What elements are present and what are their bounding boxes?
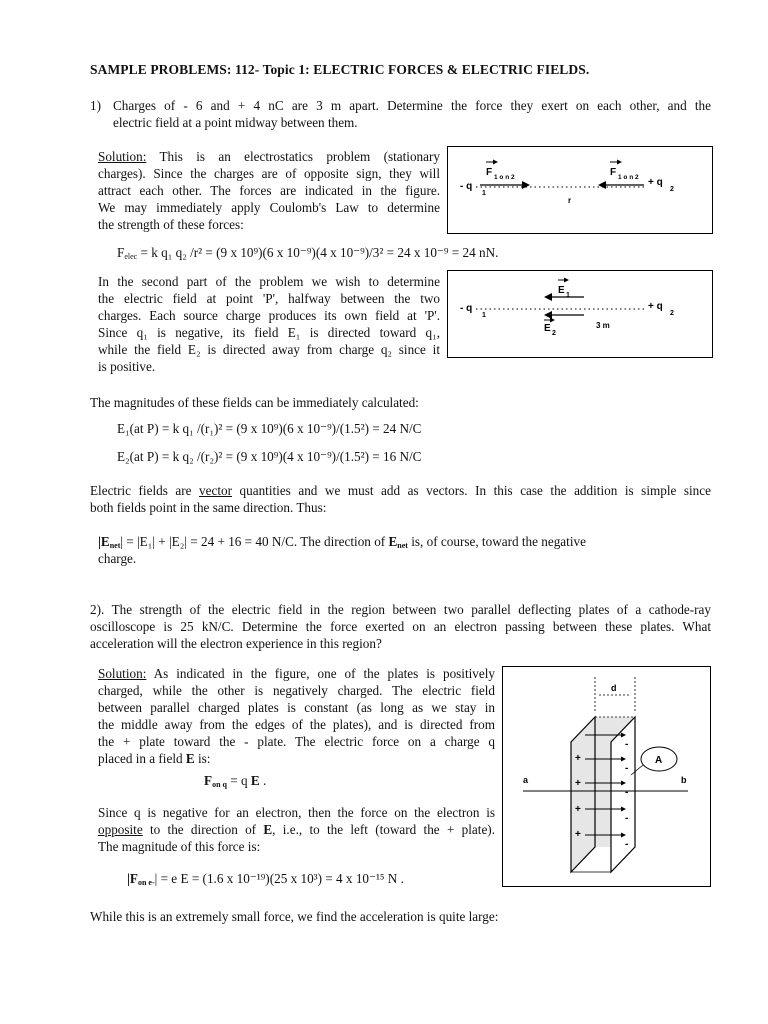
net-field-equation <box>98 533 711 567</box>
field-e2-subscript: 2 <box>552 330 556 337</box>
electron-direction-paragraph <box>98 804 495 855</box>
net-middle: | = |E₁| + |E₂| = 24 + 16 = 40 N/C. The direction of <box>120 534 389 549</box>
force-right-subscript: 1 o n 2 <box>618 174 639 181</box>
minus-sign: - <box>625 839 629 850</box>
fig2-q1-label: - q <box>460 303 473 314</box>
force-right-label: F <box>610 167 617 178</box>
net-E-bold: E <box>388 534 398 549</box>
vector-line-1b: quantities and we must add as vectors. In this case the addition is simple since <box>231 483 711 498</box>
point-a-label: a <box>523 775 529 785</box>
e2-equation: E₂(at P) = k q₂ /(r₂)² = (9 x 10⁹)(4 x 10⁻⁹)/(1.5²) = 16 N/C <box>117 449 422 464</box>
electron-line-3: The magnitude of this force is: <box>98 839 261 854</box>
minus-sign: - <box>625 787 629 798</box>
force-E: E <box>250 773 260 788</box>
p2-solution-line-1: As indicated in the figure, one of the plates is positively <box>146 666 495 681</box>
electron-line-2b: , i.e., to the left (toward the + plate). <box>272 822 495 837</box>
problem-1-part-2 <box>98 273 440 375</box>
net-abs-open: |E <box>98 534 110 549</box>
fig2-q1-subscript: 1 <box>482 312 486 319</box>
fe-rhs: | = e E = (1.6 x 10⁻¹⁹)(25 x 10³) = 4 x 10⁻¹⁵ N . <box>154 871 404 886</box>
vector-line-1a: Electric fields are <box>90 483 200 498</box>
distance-3m-label: 3 m <box>596 321 610 330</box>
coulomb-force-figure <box>447 146 713 234</box>
minus-sign: - <box>625 813 629 824</box>
plus-sign: + <box>575 804 581 815</box>
page-title: SAMPLE PROBLEMS: 112- Topic 1: ELECTRIC FORCES & ELECTRIC FIELDS. <box>90 62 590 77</box>
vector-underlined: vector <box>199 483 232 498</box>
electron-line-2a: to the direction of <box>142 822 264 837</box>
net-sub-2: net <box>397 541 408 550</box>
solution-line-2: charges). Since the charges are of opposite sign, they will <box>98 166 440 181</box>
magnitudes-intro: The magnitudes of these fields can be immediately calculated: <box>90 395 419 410</box>
part2-line-6: is positive. <box>98 359 156 374</box>
part2-line-2: the electric field at point 'P', halfway between the two <box>98 291 440 306</box>
force-on-electron-equation <box>127 870 404 887</box>
problem-1-number: 1) <box>90 98 101 113</box>
problem-2-solution <box>98 665 495 767</box>
p2-solution-line-6c: is: <box>194 751 211 766</box>
plus-sign: + <box>575 829 581 840</box>
solution-line-1: This is an electrostatics problem (stationary <box>146 149 440 164</box>
charge-q1-label: - q <box>460 181 473 192</box>
coulomb-sub: elec <box>124 252 138 261</box>
electron-E: E <box>263 822 273 837</box>
electron-opposite: opposite <box>98 822 143 837</box>
charge-q1-subscript: 1 <box>482 190 486 197</box>
force-on-q-equation <box>204 772 266 789</box>
problem-1-question-line-1: Charges of - 6 and + 4 nC are 3 m apart. Determine the force they exert on each other, and the <box>113 98 711 113</box>
electric-field-figure <box>447 270 713 358</box>
force-left-label: F <box>486 167 493 178</box>
problem-1-solution <box>98 148 440 233</box>
coulomb-lhs: F <box>117 245 125 260</box>
problem-2-line-3: acceleration will the electron experience in this region? <box>90 636 382 651</box>
field-e2-label: E <box>544 323 551 334</box>
parallel-plates-figure <box>502 666 711 887</box>
problem-2-question <box>90 601 711 652</box>
problem-1-question-line-2: electric field at a point midway between them. <box>113 115 358 130</box>
force-F: F <box>204 773 213 788</box>
point-b-label: b <box>681 775 687 785</box>
p2-solution-E: E <box>185 751 195 766</box>
e1-equation: E₁(at P) = k q₁ /(r₁)² = (9 x 10⁹)(6 x 10⁻⁹)/(1.5²) = 24 N/C <box>117 421 422 436</box>
solution-line-4: We may immediately apply Coulomb's Law to determine <box>98 200 440 215</box>
vector-line-2: both fields point in the same direction. Thus: <box>90 500 327 515</box>
part2-line-1: In the second part of the problem we wish to determine <box>98 274 440 289</box>
field-e1-subscript: 1 <box>566 292 570 299</box>
solution-line-3: attract each other. The forces are indicated in the figure. <box>98 183 440 198</box>
plus-sign: + <box>575 778 581 789</box>
minus-sign: - <box>625 739 629 750</box>
problem-2-line-2: oscilloscope is 25 kN/C. Determine the force exerted on an electron passing between these plates. What <box>90 619 711 634</box>
charge-q2-label: + q <box>648 177 663 188</box>
p2-solution-line-4: the middle away from the edges of the plates), and is directed from <box>98 717 495 732</box>
distance-r-label: r <box>568 196 572 205</box>
force-rhs: = q <box>226 773 251 788</box>
fe-sub: on e- <box>137 878 155 887</box>
vector-paragraph <box>90 482 711 516</box>
net-end: is, of course, toward the negative <box>407 534 586 549</box>
charge-q2-subscript: 2 <box>670 186 674 193</box>
part2-line-4: Since q₁ is negative, its field E₁ is directed toward q₁, <box>98 325 440 340</box>
problem-2-line-1: 2). The strength of the electric field in the region between two parallel deflecting plates of a cathode-ray <box>90 602 711 617</box>
p2-solution-label: Solution: <box>98 666 147 681</box>
force-sub: on q <box>212 780 227 789</box>
net-sub-1: net <box>109 541 121 550</box>
plate-gap-d-label: d <box>611 683 617 693</box>
net-line-2: charge. <box>98 551 137 566</box>
plus-sign: + <box>575 753 581 764</box>
part2-line-3: charges. Each source charge produces its own field at 'P'. <box>98 308 440 323</box>
p2-solution-line-3: between parallel charged plates is constant (as long as we stay in <box>98 700 495 715</box>
p2-solution-line-6a: placed in a field <box>98 751 186 766</box>
p2-solution-line-5: the + plate toward the - plate. The electric force on a charge q <box>98 734 495 749</box>
fig2-q2-label: + q <box>648 301 663 312</box>
solution-label: Solution: <box>98 149 147 164</box>
solution-line-5: the strength of these forces: <box>98 217 244 232</box>
part2-line-5: while the field E₂ is directed away from charge q₂ since it <box>98 342 440 357</box>
minus-sign: - <box>625 763 629 774</box>
final-sentence: While this is an extremely small force, we find the acceleration is quite large: <box>90 909 499 924</box>
p2-solution-line-2: charged, while the other is negatively charged. The electric field <box>98 683 495 698</box>
region-A-label: A <box>655 755 663 766</box>
force-dot: . <box>259 773 267 788</box>
field-e1-label: E <box>558 285 565 296</box>
electron-line-1: Since q is negative for an electron, then the force on the electron is <box>98 805 495 820</box>
coulomb-equation <box>117 244 498 261</box>
fig2-q2-subscript: 2 <box>670 310 674 317</box>
force-left-subscript: 1 o n 2 <box>494 174 515 181</box>
coulomb-rhs: = k q₁ q₂ /r² = (9 x 10⁹)(6 x 10⁻⁹)(4 x 10⁻⁹)/3² = 24 x 10⁻⁹ = 24 nN. <box>137 245 499 260</box>
fe-lhs: |F <box>127 871 138 886</box>
